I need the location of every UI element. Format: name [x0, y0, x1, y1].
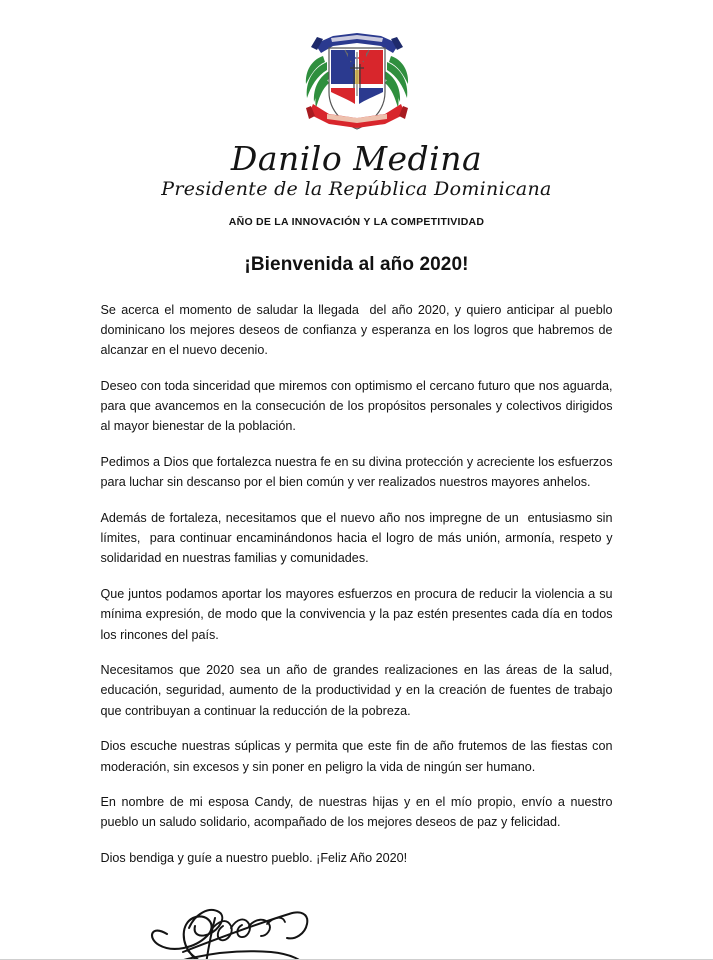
paragraph: Dios escuche nuestras súplicas y permita que este fin de año frutemos de las fiestas con moderación, sin excesos y sin poner en peligro la vida de ningún ser humano.: [100, 739, 616, 774]
paragraph: Se acerca el momento de saludar la llegada del año 2020, y quiero anticipar al pueblo dominicano los mejores deseos de confianza y esperanza en los logros que habremos de alcanzar en el nuevo decenio.: [100, 302, 616, 358]
page-title: ¡Bienvenida al año 2020!: [244, 253, 469, 275]
dominican-republic-coat-of-arms-icon: [293, 26, 421, 138]
letterhead: [0, 0, 713, 228]
paragraph: Además de fortaleza, necesitamos que el nuevo año nos impregne de un entusiasmo sin límites, para continuar encaminándonos hacia el logro de más unión, armonía, respeto y solidaridad en nuestras familias y comunidades.: [100, 510, 616, 566]
handwritten-signature-icon: [123, 890, 353, 960]
letterhead-role: Presidente de la República Dominicana: [161, 177, 552, 200]
paragraph: Pedimos a Dios que fortalezca nuestra fe en su divina protección y acreciente los esfuerzos para luchar sin descanso por el bien común y ver realizados nuestros mayores anhelos.: [100, 454, 616, 490]
letterhead-slogan: AÑO DE LA INNOVACIÓN Y LA COMPETITIVIDAD: [228, 215, 485, 228]
letterhead-name: Danilo Medina: [230, 139, 483, 178]
letter-body: [100, 276, 616, 960]
paragraph: Necesitamos que 2020 sea un año de grandes realizaciones en las áreas de la salud, educación, seguridad, aumento de la productividad y en la creación de fuentes de trabajo que contribuyan a continuar la reducción de la pobreza.: [100, 663, 616, 718]
paragraph: Deseo con toda sinceridad que miremos con optimismo el cercano futuro que nos aguarda, para que avancemos en la consecución de los propósitos personales y colectivos dirigidos al mayor bienestar de la población.: [100, 378, 616, 434]
closing-line: Dios bendiga y guíe a nuestro pueblo. ¡Feliz Año 2020!: [100, 850, 408, 865]
paragraph: Que juntos podamos aportar los mayores esfuerzos en procura de reducir la violencia a su mínima expresión, de modo que la convivencia y la paz estén presentes cada día en todos los rincones del país.: [100, 586, 616, 642]
paragraph: En nombre de mi esposa Candy, de nuestras hijas y en el mío propio, envío a nuestro pueblo un saludo solidario, acompañado de los mejores deseos de paz y felicidad.: [100, 794, 616, 830]
signature-area: [101, 890, 613, 960]
